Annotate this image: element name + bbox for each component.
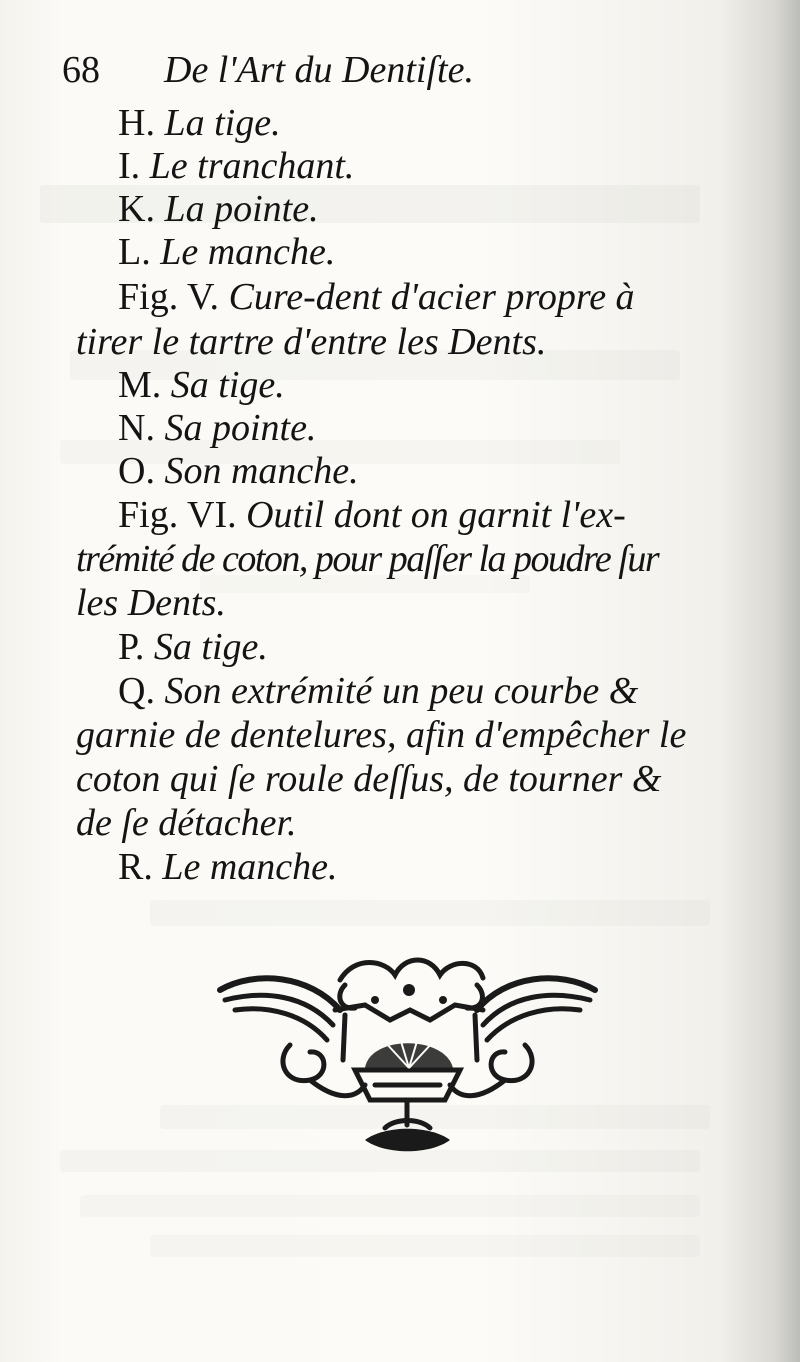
text-line: de ſe détacher. (76, 802, 297, 844)
text-line: M. Sa tige. (118, 364, 285, 406)
text-line: K. La pointe. (118, 188, 319, 230)
page-number: 68 (62, 49, 100, 91)
text-line: P. Sa tige. (118, 626, 268, 668)
text-line: tirer le tartre d'entre les Dents. (76, 321, 547, 363)
text-line: Q. Son extrémité un peu courbe & (118, 670, 639, 712)
text-line: O. Son manche. (118, 450, 359, 492)
running-head (62, 48, 474, 92)
text-line: garnie de dentelures, afin d'empêcher le (76, 714, 687, 756)
text-line: I. Le tranchant. (118, 145, 355, 187)
text-line: N. Sa pointe. (118, 407, 317, 449)
running-title: De l'Art du Dentiſte. (164, 49, 474, 91)
text-line: coton qui ſe roule deſſus, de tourner & (76, 758, 662, 800)
text-line: H. La tige. (118, 102, 281, 144)
tailpiece-ornament (215, 950, 600, 1165)
text-line: Fig. VI. Outil dont on garnit l'ex- (118, 494, 626, 536)
text-line: trémité de coton, pour paſſer la poudre ſur (76, 538, 659, 580)
text-line: les Dents. (76, 582, 226, 624)
text-line: R. Le manche. (118, 846, 338, 888)
text-line: Fig. V. Cure-dent d'acier propre à (118, 276, 635, 318)
text-line: L. Le manche. (118, 231, 336, 273)
